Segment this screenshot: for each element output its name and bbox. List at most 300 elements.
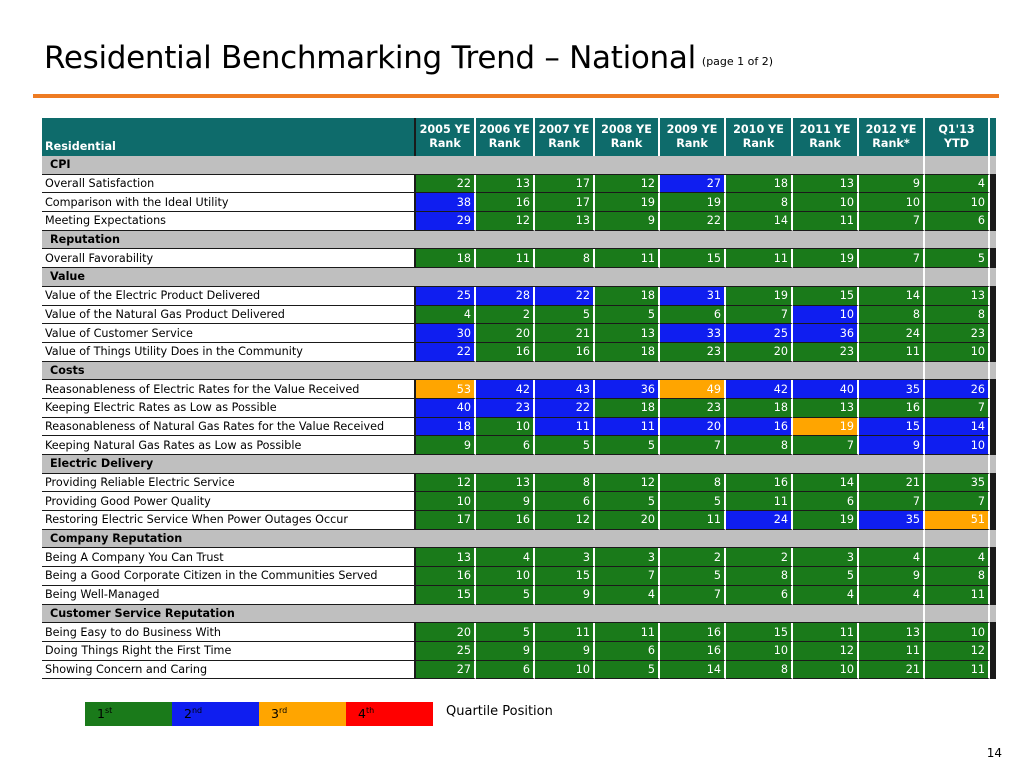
section-edge <box>990 156 996 175</box>
rank-cell: 24 <box>726 511 793 530</box>
legend-ordinal-suffix: st <box>104 706 113 715</box>
title-note: (page 1 of 2) <box>701 55 774 68</box>
corner-label: Residential <box>42 118 416 156</box>
rank-cell: 10 <box>726 642 793 661</box>
table-body <box>42 156 996 679</box>
rank-cell: 4 <box>595 586 660 605</box>
rank-cell: 16 <box>660 642 726 661</box>
rank-cell: 10 <box>416 492 476 511</box>
rank-cell: 10 <box>476 418 535 437</box>
rank-cell: 21 <box>859 661 925 680</box>
rank-cell: 13 <box>793 175 859 194</box>
table-row <box>42 567 996 586</box>
column-metric: Rank <box>548 137 580 150</box>
rank-cell: 40 <box>416 399 476 418</box>
row-edge <box>990 661 996 680</box>
row-edge <box>990 212 996 231</box>
rank-cell: 17 <box>535 193 595 212</box>
rank-cell: 15 <box>535 567 595 586</box>
rank-cell: 5 <box>535 306 595 325</box>
table-row <box>42 249 996 268</box>
rank-cell: 12 <box>476 212 535 231</box>
section-label: Value <box>42 268 925 287</box>
rank-cell: 38 <box>416 193 476 212</box>
column-period: 2006 YE <box>479 123 530 136</box>
rank-cell: 13 <box>793 399 859 418</box>
legend-swatch <box>259 702 346 726</box>
section-edge <box>990 530 996 549</box>
rank-cell: 10 <box>476 567 535 586</box>
rank-cell: 43 <box>535 380 595 399</box>
row-label: Reasonableness of Natural Gas Rates for the Value Received <box>42 418 416 437</box>
rank-cell: 13 <box>535 212 595 231</box>
table-row <box>42 175 996 194</box>
rank-cell: 7 <box>595 567 660 586</box>
rank-cell: 19 <box>793 249 859 268</box>
row-edge <box>990 586 996 605</box>
row-label: Providing Good Power Quality <box>42 492 416 511</box>
rank-cell: 9 <box>595 212 660 231</box>
rank-cell: 9 <box>859 175 925 194</box>
rank-cell: 7 <box>925 492 990 511</box>
rank-cell: 18 <box>595 287 660 306</box>
table-row <box>42 380 996 399</box>
rank-cell: 25 <box>726 324 793 343</box>
rank-cell: 13 <box>416 548 476 567</box>
rank-cell: 18 <box>726 175 793 194</box>
header-spacer <box>990 118 996 156</box>
rank-cell: 11 <box>595 249 660 268</box>
rank-cell: 9 <box>535 642 595 661</box>
rank-cell: 6 <box>793 492 859 511</box>
legend-number: 3 <box>271 706 279 721</box>
row-edge <box>990 567 996 586</box>
rank-cell: 11 <box>925 586 990 605</box>
row-edge <box>990 287 996 306</box>
legend-ordinal-suffix: rd <box>278 706 288 715</box>
row-label: Reasonableness of Electric Rates for the Value Received <box>42 380 416 399</box>
rank-cell: 16 <box>660 623 726 642</box>
rank-cell: 9 <box>476 642 535 661</box>
rank-cell: 10 <box>925 193 990 212</box>
rank-cell: 8 <box>726 193 793 212</box>
row-label: Value of Customer Service <box>42 324 416 343</box>
row-label: Meeting Expectations <box>42 212 416 231</box>
section-edge <box>990 268 996 287</box>
rank-cell: 21 <box>859 474 925 493</box>
table-row <box>42 548 996 567</box>
rank-cell: 5 <box>660 492 726 511</box>
rank-cell: 25 <box>416 287 476 306</box>
section-filler <box>925 362 990 381</box>
rank-cell: 23 <box>793 343 859 362</box>
rank-cell: 9 <box>416 436 476 455</box>
rank-cell: 20 <box>476 324 535 343</box>
rank-cell: 24 <box>859 324 925 343</box>
row-label: Providing Reliable Electric Service <box>42 474 416 493</box>
legend-ordinal-suffix: nd <box>191 706 203 715</box>
column-period: Q1'13 <box>938 123 975 136</box>
rank-cell: 18 <box>726 399 793 418</box>
rank-cell: 16 <box>476 343 535 362</box>
rank-cell: 3 <box>595 548 660 567</box>
row-edge <box>990 474 996 493</box>
column-header <box>535 118 595 156</box>
rank-cell: 8 <box>660 474 726 493</box>
table-row <box>42 474 996 493</box>
row-edge <box>990 343 996 362</box>
rank-cell: 22 <box>660 212 726 231</box>
legend-number: 2 <box>184 706 192 721</box>
rank-cell: 10 <box>793 193 859 212</box>
section-label: Customer Service Reputation <box>42 605 925 624</box>
rank-cell: 7 <box>726 306 793 325</box>
rank-cell: 10 <box>793 661 859 680</box>
row-label: Being a Good Corporate Citizen in the Communities Served <box>42 567 416 586</box>
rank-cell: 10 <box>859 193 925 212</box>
rank-cell: 5 <box>595 306 660 325</box>
rank-cell: 19 <box>595 193 660 212</box>
rank-cell: 2 <box>660 548 726 567</box>
rank-cell: 28 <box>476 287 535 306</box>
section-header-row <box>42 455 996 474</box>
rank-cell: 16 <box>726 474 793 493</box>
page-number: 14 <box>986 746 1002 760</box>
title-text: Residential Benchmarking Trend – National <box>44 40 696 76</box>
benchmark-table-frame <box>42 118 996 679</box>
rank-cell: 7 <box>660 436 726 455</box>
rank-cell: 35 <box>859 380 925 399</box>
row-label: Overall Favorability <box>42 249 416 268</box>
rank-cell: 9 <box>476 492 535 511</box>
rank-cell: 4 <box>476 548 535 567</box>
rank-cell: 5 <box>660 567 726 586</box>
rank-cell: 6 <box>476 436 535 455</box>
section-label: Reputation <box>42 231 925 250</box>
rank-cell: 31 <box>660 287 726 306</box>
rank-cell: 21 <box>535 324 595 343</box>
rank-cell: 5 <box>793 567 859 586</box>
row-label: Value of Things Utility Does in the Community <box>42 343 416 362</box>
rank-cell: 11 <box>595 418 660 437</box>
column-header <box>726 118 793 156</box>
rank-cell: 4 <box>793 586 859 605</box>
rank-cell: 9 <box>859 567 925 586</box>
title-underline <box>33 94 999 98</box>
rank-cell: 7 <box>925 399 990 418</box>
rank-cell: 25 <box>416 642 476 661</box>
rank-cell: 42 <box>726 380 793 399</box>
rank-cell: 9 <box>859 436 925 455</box>
row-edge <box>990 436 996 455</box>
row-edge <box>990 175 996 194</box>
legend-label: Quartile Position <box>446 704 553 719</box>
table-row <box>42 511 996 530</box>
section-label: Company Reputation <box>42 530 925 549</box>
rank-cell: 17 <box>535 175 595 194</box>
rank-cell: 10 <box>535 661 595 680</box>
rank-cell: 16 <box>476 193 535 212</box>
section-edge <box>990 455 996 474</box>
rank-cell: 27 <box>660 175 726 194</box>
table-header-row <box>42 118 996 156</box>
rank-cell: 19 <box>793 511 859 530</box>
section-header-row <box>42 530 996 549</box>
column-header <box>595 118 660 156</box>
rank-cell: 6 <box>476 661 535 680</box>
rank-cell: 5 <box>925 249 990 268</box>
row-edge <box>990 306 996 325</box>
column-metric: Rank* <box>872 137 910 150</box>
rank-cell: 16 <box>726 418 793 437</box>
rank-cell: 8 <box>535 474 595 493</box>
rank-cell: 20 <box>660 418 726 437</box>
quartile-legend <box>85 702 433 726</box>
rank-cell: 40 <box>793 380 859 399</box>
rank-cell: 4 <box>925 548 990 567</box>
rank-cell: 6 <box>726 586 793 605</box>
rank-cell: 51 <box>925 511 990 530</box>
rank-cell: 27 <box>416 661 476 680</box>
rank-cell: 15 <box>793 287 859 306</box>
table-row <box>42 642 996 661</box>
rank-cell: 6 <box>595 642 660 661</box>
rank-cell: 19 <box>793 418 859 437</box>
rank-cell: 15 <box>726 623 793 642</box>
legend-swatch <box>85 702 172 726</box>
column-period: 2005 YE <box>419 123 471 136</box>
row-edge <box>990 324 996 343</box>
rank-cell: 11 <box>595 623 660 642</box>
table-row <box>42 287 996 306</box>
column-period: 2011 YE <box>799 123 851 136</box>
row-edge <box>990 548 996 567</box>
rank-cell: 14 <box>793 474 859 493</box>
column-period: 2010 YE <box>733 123 784 136</box>
rank-cell: 4 <box>859 586 925 605</box>
rank-cell: 18 <box>416 249 476 268</box>
table-row <box>42 418 996 437</box>
rank-cell: 5 <box>595 492 660 511</box>
rank-cell: 33 <box>660 324 726 343</box>
rank-cell: 42 <box>476 380 535 399</box>
rank-cell: 11 <box>859 642 925 661</box>
column-header <box>859 118 925 156</box>
rank-cell: 10 <box>925 343 990 362</box>
rank-cell: 16 <box>476 511 535 530</box>
rank-cell: 22 <box>535 287 595 306</box>
rank-cell: 12 <box>793 642 859 661</box>
rank-cell: 13 <box>476 474 535 493</box>
rank-cell: 3 <box>535 548 595 567</box>
table-row <box>42 343 996 362</box>
rank-cell: 36 <box>595 380 660 399</box>
section-header-row <box>42 268 996 287</box>
rank-cell: 13 <box>595 324 660 343</box>
rank-cell: 11 <box>726 492 793 511</box>
rank-cell: 23 <box>476 399 535 418</box>
legend-number: 4 <box>358 706 366 721</box>
column-period: 2012 YE <box>865 123 917 136</box>
column-metric: Rank <box>676 137 708 150</box>
rank-cell: 12 <box>535 511 595 530</box>
rank-cell: 8 <box>925 306 990 325</box>
column-header <box>660 118 726 156</box>
rank-cell: 7 <box>660 586 726 605</box>
rank-cell: 18 <box>416 418 476 437</box>
rank-cell: 3 <box>793 548 859 567</box>
section-header-row <box>42 156 996 175</box>
rank-cell: 7 <box>793 436 859 455</box>
table-row <box>42 324 996 343</box>
row-label: Being A Company You Can Trust <box>42 548 416 567</box>
rank-cell: 13 <box>859 623 925 642</box>
column-metric: Rank <box>809 137 841 150</box>
rank-cell: 9 <box>535 586 595 605</box>
row-edge <box>990 399 996 418</box>
rank-cell: 14 <box>660 661 726 680</box>
rank-cell: 5 <box>476 623 535 642</box>
rank-cell: 10 <box>925 436 990 455</box>
column-metric: Rank <box>429 137 461 150</box>
row-edge <box>990 511 996 530</box>
row-edge <box>990 418 996 437</box>
table-row <box>42 586 996 605</box>
rank-cell: 11 <box>660 511 726 530</box>
rank-cell: 22 <box>416 175 476 194</box>
rank-cell: 16 <box>416 567 476 586</box>
rank-cell: 22 <box>535 399 595 418</box>
rank-cell: 12 <box>416 474 476 493</box>
table-row <box>42 399 996 418</box>
section-label: Costs <box>42 362 925 381</box>
rank-cell: 20 <box>416 623 476 642</box>
rank-cell: 8 <box>859 306 925 325</box>
rank-cell: 8 <box>726 567 793 586</box>
rank-cell: 11 <box>535 623 595 642</box>
section-edge <box>990 362 996 381</box>
rank-cell: 4 <box>925 175 990 194</box>
rank-cell: 4 <box>859 548 925 567</box>
rank-cell: 5 <box>476 586 535 605</box>
benchmark-table <box>42 118 996 679</box>
row-label: Being Easy to do Business With <box>42 623 416 642</box>
column-period: 2009 YE <box>666 123 718 136</box>
rank-cell: 6 <box>660 306 726 325</box>
table-row <box>42 436 996 455</box>
rank-cell: 11 <box>793 212 859 231</box>
rank-cell: 13 <box>476 175 535 194</box>
rank-cell: 8 <box>925 567 990 586</box>
column-metric: Rank <box>742 137 775 150</box>
rank-cell: 53 <box>416 380 476 399</box>
section-filler <box>925 605 990 624</box>
legend-ordinal-suffix: th <box>365 706 375 715</box>
column-metric: Rank <box>610 137 643 150</box>
rank-cell: 14 <box>726 212 793 231</box>
rank-cell: 26 <box>925 380 990 399</box>
row-edge <box>990 492 996 511</box>
rank-cell: 2 <box>726 548 793 567</box>
row-label: Keeping Electric Rates as Low as Possible <box>42 399 416 418</box>
rank-cell: 15 <box>859 418 925 437</box>
section-label: Electric Delivery <box>42 455 925 474</box>
table-row <box>42 212 996 231</box>
rank-cell: 30 <box>416 324 476 343</box>
rank-cell: 5 <box>595 436 660 455</box>
section-edge <box>990 605 996 624</box>
table-row <box>42 661 996 680</box>
section-filler <box>925 455 990 474</box>
row-label: Value of the Natural Gas Product Delivered <box>42 306 416 325</box>
rank-cell: 16 <box>535 343 595 362</box>
rank-cell: 6 <box>535 492 595 511</box>
row-edge <box>990 193 996 212</box>
row-label: Restoring Electric Service When Power Outages Occur <box>42 511 416 530</box>
rank-cell: 7 <box>859 492 925 511</box>
rank-cell: 8 <box>535 249 595 268</box>
page-title <box>44 40 773 76</box>
section-header-row <box>42 231 996 250</box>
rank-cell: 29 <box>416 212 476 231</box>
rank-cell: 20 <box>726 343 793 362</box>
column-header <box>793 118 859 156</box>
rank-cell: 17 <box>416 511 476 530</box>
column-period: 2008 YE <box>601 123 652 136</box>
section-header-row <box>42 605 996 624</box>
rank-cell: 13 <box>925 287 990 306</box>
row-label: Comparison with the Ideal Utility <box>42 193 416 212</box>
rank-cell: 5 <box>535 436 595 455</box>
table-row <box>42 306 996 325</box>
section-label: CPI <box>42 156 925 175</box>
row-edge <box>990 623 996 642</box>
row-label: Doing Things Right the First Time <box>42 642 416 661</box>
rank-cell: 23 <box>660 399 726 418</box>
row-label: Value of the Electric Product Delivered <box>42 287 416 306</box>
table-row <box>42 193 996 212</box>
section-filler <box>925 268 990 287</box>
table-row <box>42 492 996 511</box>
rank-cell: 19 <box>726 287 793 306</box>
section-filler <box>925 231 990 250</box>
rank-cell: 7 <box>859 249 925 268</box>
rank-cell: 10 <box>793 306 859 325</box>
row-edge <box>990 249 996 268</box>
row-label: Being Well-Managed <box>42 586 416 605</box>
column-metric: Rank <box>488 137 521 150</box>
rank-cell: 12 <box>595 474 660 493</box>
rank-cell: 11 <box>535 418 595 437</box>
rank-cell: 16 <box>859 399 925 418</box>
rank-cell: 22 <box>416 343 476 362</box>
rank-cell: 36 <box>793 324 859 343</box>
rank-cell: 8 <box>726 661 793 680</box>
section-edge <box>990 231 996 250</box>
rank-cell: 18 <box>595 343 660 362</box>
rank-cell: 7 <box>859 212 925 231</box>
row-label: Keeping Natural Gas Rates as Low as Possible <box>42 436 416 455</box>
legend-number: 1 <box>97 706 105 721</box>
rank-cell: 11 <box>793 623 859 642</box>
row-label: Overall Satisfaction <box>42 175 416 194</box>
section-filler <box>925 156 990 175</box>
table-row <box>42 623 996 642</box>
row-label: Showing Concern and Caring <box>42 661 416 680</box>
rank-cell: 23 <box>660 343 726 362</box>
column-period: 2007 YE <box>538 123 590 136</box>
rank-cell: 10 <box>925 623 990 642</box>
